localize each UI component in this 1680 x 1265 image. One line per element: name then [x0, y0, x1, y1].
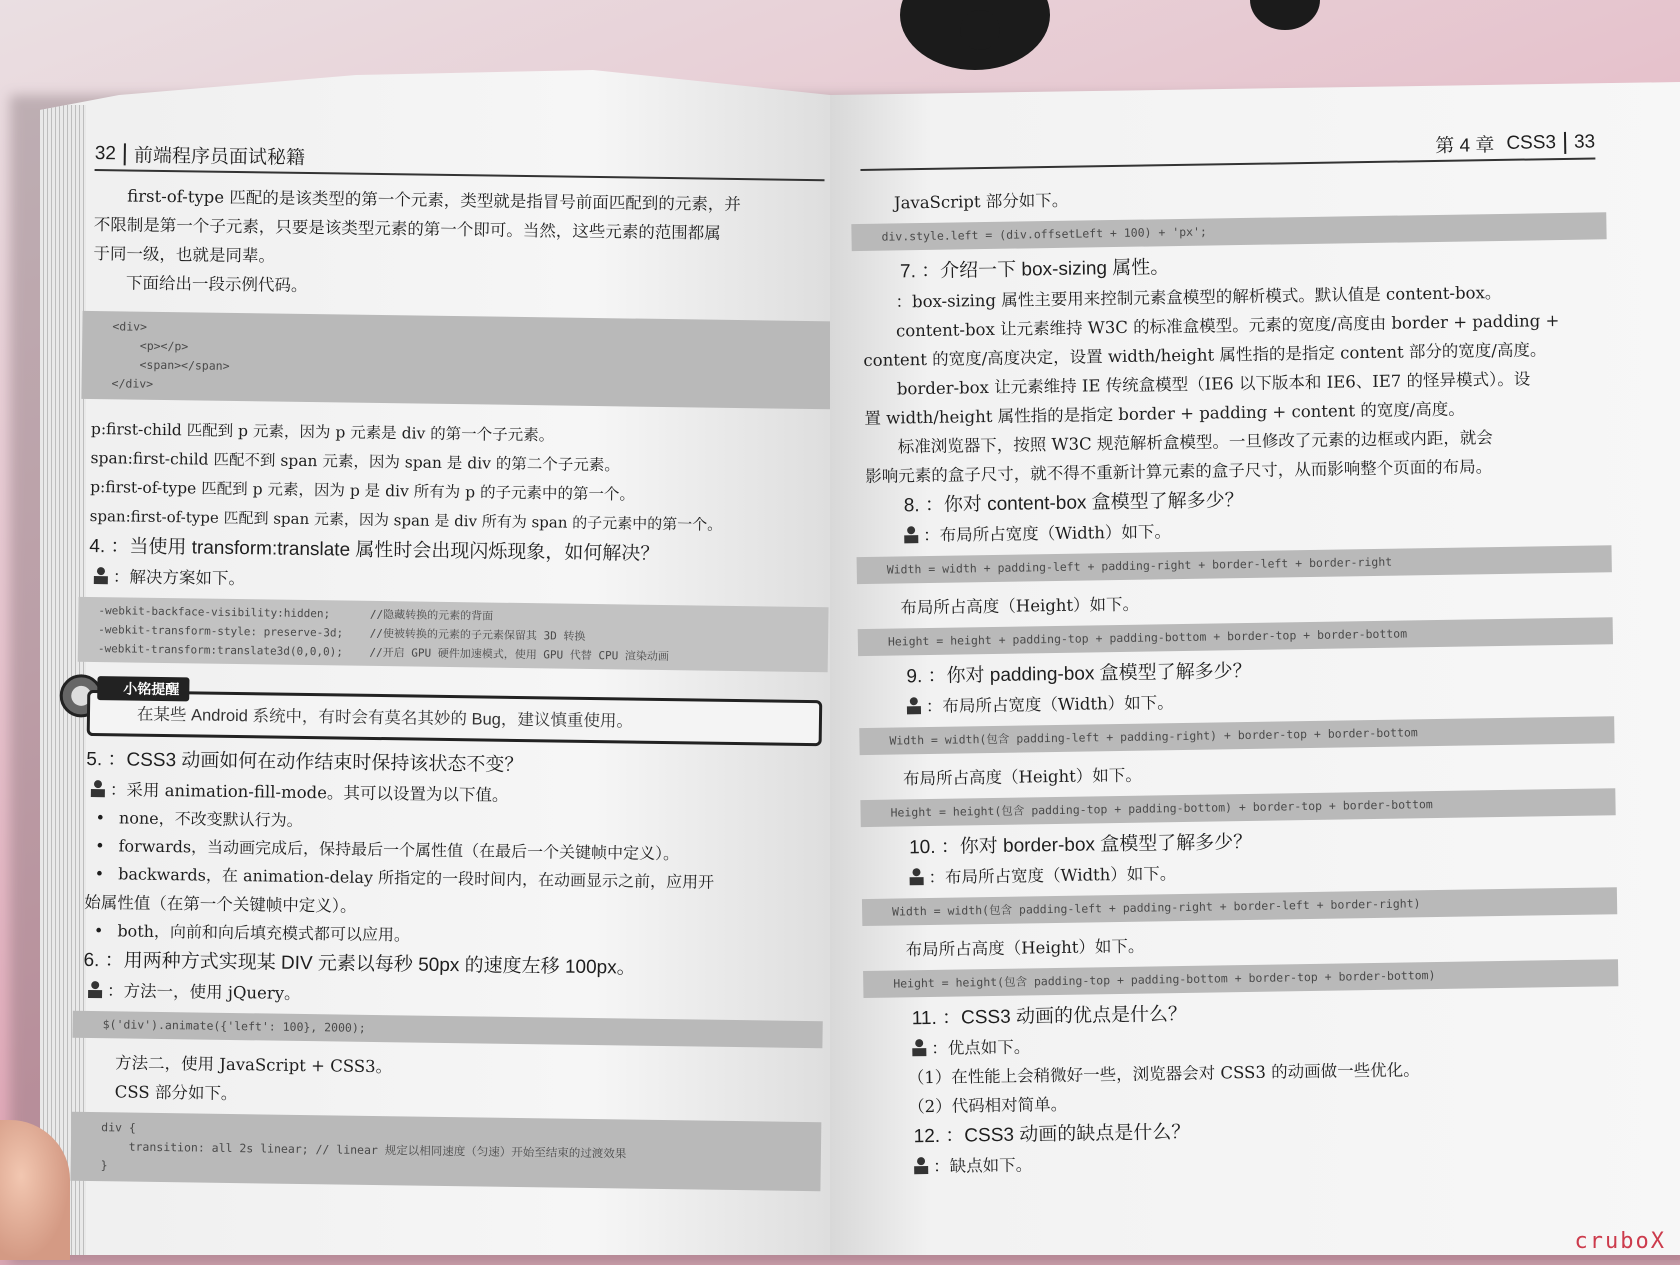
chapter-label: 第 4 章 — [1435, 135, 1495, 157]
left-page-content — [80, 140, 825, 1197]
question-8: 8. ：你对 content-box 盒模型了解多少？ — [903, 490, 1244, 517]
answer-7-line: 标准浏览器下，按照 W3C 规范解析盒模型。一旦修改了元素的边框或内距，就会 — [897, 428, 1493, 457]
answer-11: ：优点如下。 — [874, 1023, 1609, 1064]
intro-line: 下面给出一段示例代码。 — [125, 273, 308, 295]
question-4: 4. ：当使用 transform:translate 属性时会出现闪烁现象，如何解决？ — [89, 535, 660, 565]
code-block: <div> <p></p> <span></span> </div> — [81, 311, 832, 409]
bullet-item: • backwards，在 animation-delay 所指定的一段时间内，在动画显示之前，应用开 — [95, 860, 815, 898]
answer-icon — [906, 866, 926, 886]
answer-5: ：采用 animation-fill-mode。其可以设置为以下值。 — [86, 775, 816, 814]
intro-line: 不限制是第一个子元素，只要是该类型元素的第一个即可。当然，这些元素的范围都属 — [93, 214, 721, 243]
answer-11-point: （2）代码相对简单。 — [908, 1094, 1068, 1117]
explain-line: p:first-of-type 匹配到 p 元素，因为 p 是 div 所有为 p 的子元素中的第一个。 — [90, 477, 636, 504]
answer-12: ：缺点如下。 — [876, 1141, 1611, 1182]
answer-icon — [901, 524, 921, 544]
question-6: 6. ：用两种方式实现某 DIV 元素以每秒 50px 的速度左移 100px。 — [83, 949, 636, 979]
explain-line: span:first-child 匹配不到 span 元素，因为 span 是 div 的第二个子元素。 — [90, 448, 620, 475]
code-block: div { transition: all 2s linear; // linear 规定以相同速度（匀速）开始至结束的过渡效果 } — [70, 1112, 821, 1191]
watermark: cruboX — [1574, 1229, 1666, 1254]
bullet-item: • forwards，当动画完成后，保持最后一个属性值（在最后一个关键帧中定义）。 — [95, 832, 815, 870]
question-5: 5. ：CSS3 动画如何在动作结束时保持该状态不变？ — [86, 748, 524, 777]
answer-icon — [904, 695, 924, 715]
answer-icon — [911, 1155, 931, 1175]
right-page-content — [860, 128, 1611, 1181]
css-part: CSS 部分如下。 — [114, 1082, 238, 1104]
question-7: 7. ：介绍一下 box-sizing 属性。 — [899, 257, 1170, 283]
code-block: -webkit-backface-visibility:hidden; //隐藏转换的元素的背面 -webkit-transform-style: preserve-3d; //使被转换的元素的子元素保留其 3D 转换 -webkit-transform:translate3d(0,0,0); //开启 GPU 硬件加速模式，使用 GPU 代替 CPU 渲染动画 — [78, 597, 829, 672]
tip-box — [57, 676, 818, 747]
tip-text: 在某些 Android 系统中，有时会有莫名其妙的 Bug，建议慎重使用。 — [136, 705, 634, 731]
chapter-title: CSS3 — [1506, 131, 1557, 154]
tip-label: 小铭提醒 — [97, 676, 189, 701]
js-part: JavaScript 部分如下。 — [893, 190, 1069, 213]
answer-10-height: 布局所占高度（Height）如下。 — [905, 936, 1145, 960]
question-11: 11. ：CSS3 动画的优点是什么？ — [911, 1003, 1188, 1030]
bullet-continuation: 始属性值（在第一个关键帧中定义）。 — [84, 892, 357, 916]
intro-line: first-of-type 匹配的是该类型的第一个元素，类型就是指冒号前面匹配到的元素，并 — [127, 186, 741, 215]
question-12: 12. ：CSS3 动画的缺点是什么？ — [913, 1121, 1191, 1148]
explain-line: p:first-child 匹配到 p 元素，因为 p 元素是 div 的第一个子元素。 — [90, 419, 555, 445]
answer-7-line: 影响元素的盒子尺寸，就不得不重新计算元素的盒子尺寸，从而影响整个页面的布局。 — [865, 457, 1493, 486]
answer-10-width: ：布局所占宽度（Width）如下。 — [871, 852, 1606, 893]
left-page-number: 32 — [94, 142, 117, 164]
code-block: Width = width(包含 padding-left + padding-right) + border-top + border-bottom — [859, 716, 1614, 755]
answer-7-line: content-box 让元素维持 W3C 的标准盒模型。元素的宽度/高度由 border + padding + — [895, 311, 1560, 341]
bullet-item: • both，向前和向后填充模式都可以应用。 — [94, 917, 814, 955]
code-block: $('div').animate({'left': 100}, 2000); — [72, 1011, 822, 1048]
code-block: div.style.left = (div.offsetLeft + 100) + 'px'; — [851, 212, 1606, 251]
method-2: 方法二，使用 JavaScript + CSS3。 — [114, 1053, 393, 1077]
answer-icon — [85, 979, 105, 999]
right-page-number: 33 — [1573, 130, 1596, 153]
answer-8-height: 布局所占高度（Height）如下。 — [900, 594, 1140, 618]
question-9: 9. ：你对 padding-box 盒模型了解多少？ — [906, 660, 1252, 688]
answer-9-width: ：布局所占宽度（Width）如下。 — [869, 681, 1604, 722]
polka-dot — [960, 10, 1000, 50]
answer-9-height: 布局所占高度（Height）如下。 — [902, 765, 1142, 789]
intro-line: 于同一级，也就是同辈。 — [93, 243, 276, 266]
bullet-item: • none，不改变默认行为。 — [95, 804, 815, 842]
answer-11-point: （1）在性能上会稍微好一些，浏览器会对 CSS3 的动画做一些优化。 — [907, 1060, 1420, 1088]
code-block: Width = width(包含 padding-left + padding-right + border-left + border-right) — [862, 887, 1617, 926]
code-block: Height = height(包含 padding-top + padding-bottom + border-top + border-bottom) — [863, 959, 1618, 998]
answer-icon — [909, 1037, 929, 1057]
answer-7-line: ：box-sizing 属性主要用来控制元素盒模型的解析模式。默认值是 content-box。 — [895, 282, 1502, 312]
answer-7-line: content 的宽度/高度决定，设置 width/height 属性指的是指定 content 部分的宽度/高度。 — [863, 340, 1547, 370]
answer-7-line: border-box 让元素维持 IE 传统盒模型（IE6 以下版本和 IE6、IE7 的怪异模式）。设 — [896, 369, 1531, 399]
answer-icon — [88, 778, 108, 798]
book-title: 前端程序员面试秘籍 — [133, 145, 306, 169]
answer-7-line: 置 width/height 属性指的是指定 border + padding + content 的宽度/高度。 — [864, 399, 1465, 428]
answer-6: ：方法一，使用 jQuery。 — [83, 976, 813, 1015]
code-block: Width = width + padding-left + padding-right + border-left + border-right — [857, 545, 1612, 584]
code-block: Height = height + padding-top + padding-bottom + border-top + border-bottom — [858, 617, 1613, 656]
answer-icon — [91, 565, 111, 585]
answer-8-width: ：布局所占宽度（Width）如下。 — [866, 510, 1601, 551]
code-block: Height = height(包含 padding-top + padding-bottom) + border-top + border-bottom — [860, 788, 1615, 827]
explain-line: span:first-of-type 匹配到 span 元素，因为 span 是 div 所有为 span 的子元素中的第一个。 — [89, 506, 723, 534]
question-10: 10. ：你对 border-box 盒模型了解多少？ — [908, 831, 1253, 859]
answer-4: ：解决方案如下。 — [89, 562, 819, 601]
